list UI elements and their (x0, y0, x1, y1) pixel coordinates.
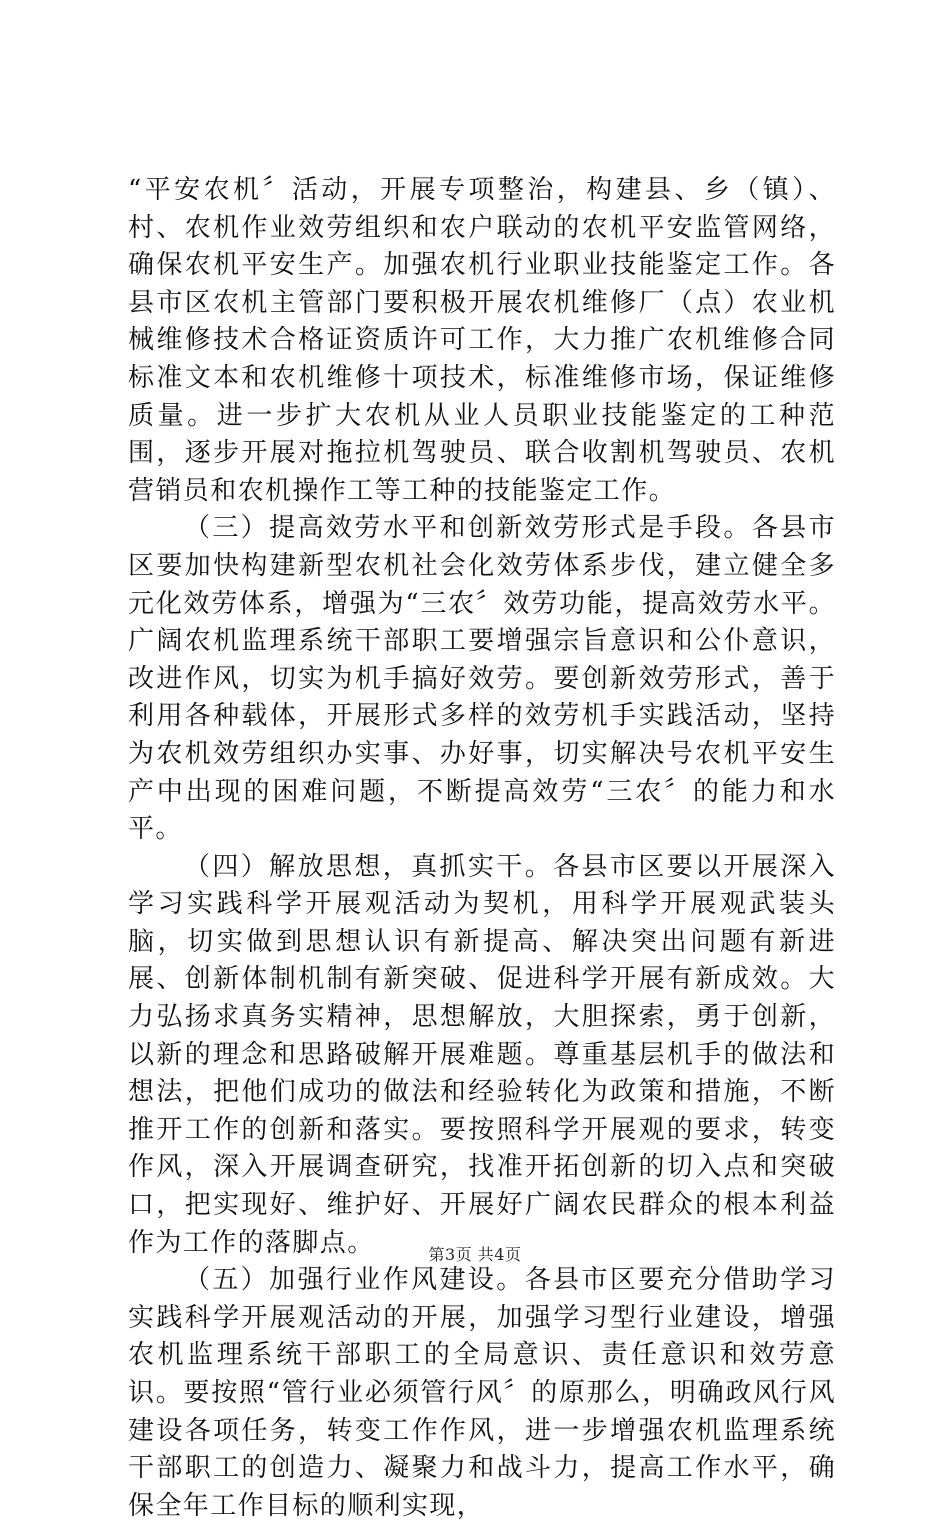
paragraph-section-five: （五）加强行业作风建设。各县市区要充分借助学习实践科学开展观活动的开展，加强学习型行业建设，增强农机监理系统干部职工的全局意识、责任意识和效劳意识。要按照“管行业必须管行风〞的原那么，明确政风行风建设各项任务，转变工作作风，进一步增强农机监理系统干部职工的创造力、凝聚力和战斗力，提高工作水平，确保全年工作目标的顺利实现， (128, 1265, 836, 1521)
paragraph-section-three: （三）提高效劳水平和创新效劳形式是手段。各县市区要加快构建新型农机社会化效劳体系步伐，建立健全多元化效劳体系，增强为“三农〞效劳功能，提高效劳水平。广阔农机监理系统干部职工要增强宗旨意识和公仆意识，改进作风，切实为机手搞好效劳。要创新效劳形式，善于利用各种载体，开展形式多样的效劳机手实践活动，坚持为农机效劳组织办实事、办好事，切实解决号农机平安生产中出现的困难问题，不断提高效劳“三农〞的能力和水平。 (128, 513, 836, 845)
paragraph-continued: “平安农机〞活动，开展专项整治，构建县、乡（镇）、村、农机作业效劳组织和农户联动的农机平安监管网络，确保农机平安生产。加强农机行业职业技能鉴定工作。各县市区农机主管部门要积极开展农机维修厂（点）农业机械维修技术合格证资质许可工作，大力推广农机维修合同标准文本和农机维修十项技术，标准维修市场，保证维修质量。进一步扩大农机从业人员职业技能鉴定的工种范围，逐步开展对拖拉机驾驶员、联合收割机驾驶员、农机营销员和农机操作工等工种的技能鉴定工作。 (128, 175, 836, 506)
paragraph-section-four: （四）解放思想，真抓实干。各县市区要以开展深入学习实践科学开展观活动为契机，用科学开展观武装头脑，切实做到思想认识有新提高、解决突出问题有新进展、创新体制机制有新突破、促进科学开展有新成效。大力弘扬求真务实精神，思想解放，大胆探索，勇于创新，以新的理念和思路破解开展难题。尊重基层机手的做法和想法，把他们成功的做法和经验转化为政策和措施，不断推开工作的创新和落实。要按照科学开展观的要求，转变作风，深入开展调查研究，找准开拓创新的切入点和突破口，把实现好、维护好、开展好广阔农民群众的根本利益作为工作的落脚点。 (128, 851, 836, 1258)
page-number-footer: 第3页 共4页 (428, 1245, 522, 1264)
document-body (128, 172, 836, 1525)
